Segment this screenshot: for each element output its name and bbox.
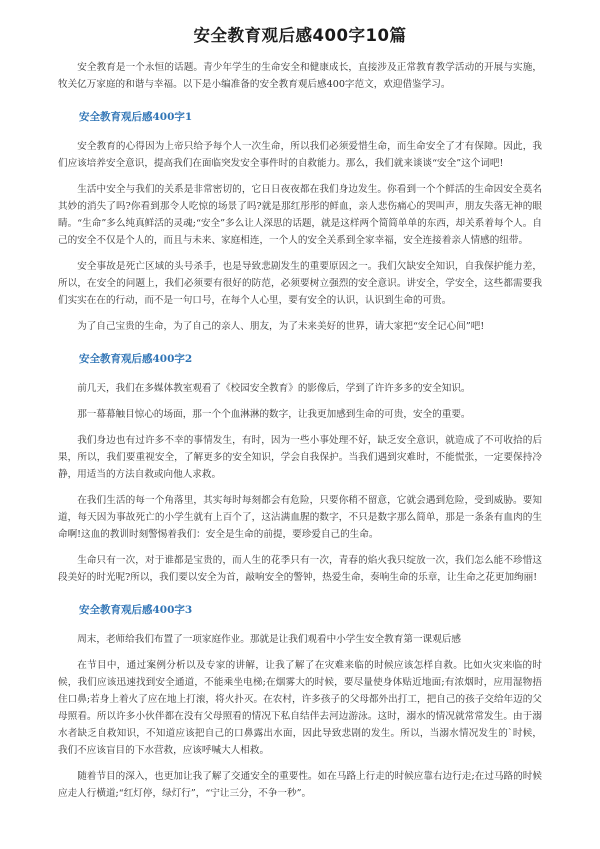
section-1-paragraph: 生活中安全与我们的关系是非常密切的，它日日夜夜都在我们身边发生。你看到一个个鲜活的生命因安全莫名其妙的消失了吗?你看到那令人吃惊的场景了吗?就是那红彤彤的鲜血，亲人悲伤痛心的哭叫声，朋友失落无神的眼睛。“生命”多么纯真鲜活的灵魂;“安全”多么让人深思的话题，就是这样两个简简单单的东西，却关系着每个人。自己的安全不仅是个人的，而且与未来、家庭相连，一个人的安全关系到全家幸福，安全连接着亲人情感的纽带。 (58, 184, 542, 246)
section-2-paragraph: 我们身边也有过许多不幸的事情发生，有时，因为一些小事处理不好，缺乏安全意识，就造成了不可收拾的后果，所以，我们要重视安全，了解更多的安全知识，学会自我保护。当我们遇到灾难时，不能慌张，一定要保持冷静，用适当的方法自救或向他人求救。 (58, 435, 542, 480)
document-title: 安全教育观后感400字10篇 (193, 26, 407, 45)
section-2-paragraph: 那一幕幕触目惊心的场面，那一个个血淋淋的数字，让我更加感到生命的可贵，安全的重要。 (77, 409, 471, 420)
section-2-paragraph: 前几天，我们在多媒体教室观看了《校园安全教育》的影像后，学到了许许多多的安全知识。 (77, 383, 471, 394)
section-3-paragraph: 随着节目的深入，也更加让我了解了交通安全的重要性。如在马路上行走的时候应靠右边行走;在过马路的时候应走人行横道;“红灯停，绿灯行”，“宁让三分，不争一秒”。 (58, 771, 542, 799)
intro-paragraph: 安全教育是一个永恒的话题。青少年学生的生命安全和健康成长，直接涉及正常教育教学活动的开展与实施，牧关亿万家庭的和谐与幸福。以下是小编准备的安全教育观后感400字范文，欢迎借鉴学习。 (58, 62, 542, 90)
section-heading-2: 安全教育观后感400字2 (79, 353, 193, 365)
section-1-paragraph: 安全教育的心得因为上帝只给予每个人一次生命，所以我们必须爱惜生命，而生命安全了才有保障。因此，我们应该培养安全意识，提高我们在面临突发安全事件时的自救能力。那么，我们就来谈谈“安全”这个词吧! (58, 141, 542, 169)
section-heading-1: 安全教育观后感400字1 (79, 111, 193, 123)
section-1-paragraph: 为了自己宝贵的生命，为了自己的亲人、朋友，为了未来美好的世界，请大家把“安全记心间”吧! (77, 321, 485, 332)
section-3-paragraph: 周末，老师给我们布置了一项家庭作业。那就是让我们观看中小学生安全教育第一课观后感 (77, 634, 461, 645)
section-1-paragraph: 安全事故是死亡区域的头号杀手，也是导致悲剧发生的重要原因之一。我们欠缺安全知识，自我保护能力差，所以，在安全的问题上，我们必须要有很好的防范，必须要树立强烈的安全意识。讲安全，学安全，这些都需要我们实实在在的行动，而不是一句口号，在每个人心里，要有安全的认识，认识到生命的可贵。 (58, 261, 542, 306)
section-2-paragraph: 生命只有一次，对于谁都是宝贵的，而人生的花季只有一次，青春的焰火我只绽放一次，我们怎么能不珍惜这段美好的时光呢?所以，我们要以安全为首，敲响安全的警钟，热爱生命，奏响生命的乐章，让生命之花更加绚丽! (58, 555, 542, 583)
section-2-paragraph: 在我们生活的每一个角落里，其实每时每刻都会有危险，只要你稍不留意，它就会遇到危险，受到威胁。要知道，每天因为事故死亡的小学生就有上百个了，这沾满血腥的数字，不只是数字那么简单，那是一条条有血肉的生命啊!这血的教训时刻警惕着我们：安全是生命的前提，要珍爱自己的生命。 (58, 495, 542, 540)
section-heading-3: 安全教育观后感400字3 (79, 604, 193, 616)
section-3-paragraph: 在节目中，通过案例分析以及专家的讲解，让我了解了在灾难来临的时候应该怎样自救。比如火灾来临的时候，我们应该迅速找到安全通道，不能乘坐电梯;在烟雾大的时候，要尽量使身体贴近地面;有浓烟时，应用湿物捂住口鼻;若身上着火了应在地上打滚，将火扑灭。在农村，许多孩子的父母都外出打工，把自己的孩子交给年迈的父母照看。所以许多小伙伴都在没有父母照看的情况下私自结伴去河边游泳。这时，溺水的情况就常常发生。由于溺水者缺乏自救知识，不知道应该把自己的口鼻露出水面，因此导致悲剧的发生。所以，当溺水情况发生的`时候，我们不应该盲目的下水营救，应该呼喊大人相救。 (58, 660, 542, 756)
